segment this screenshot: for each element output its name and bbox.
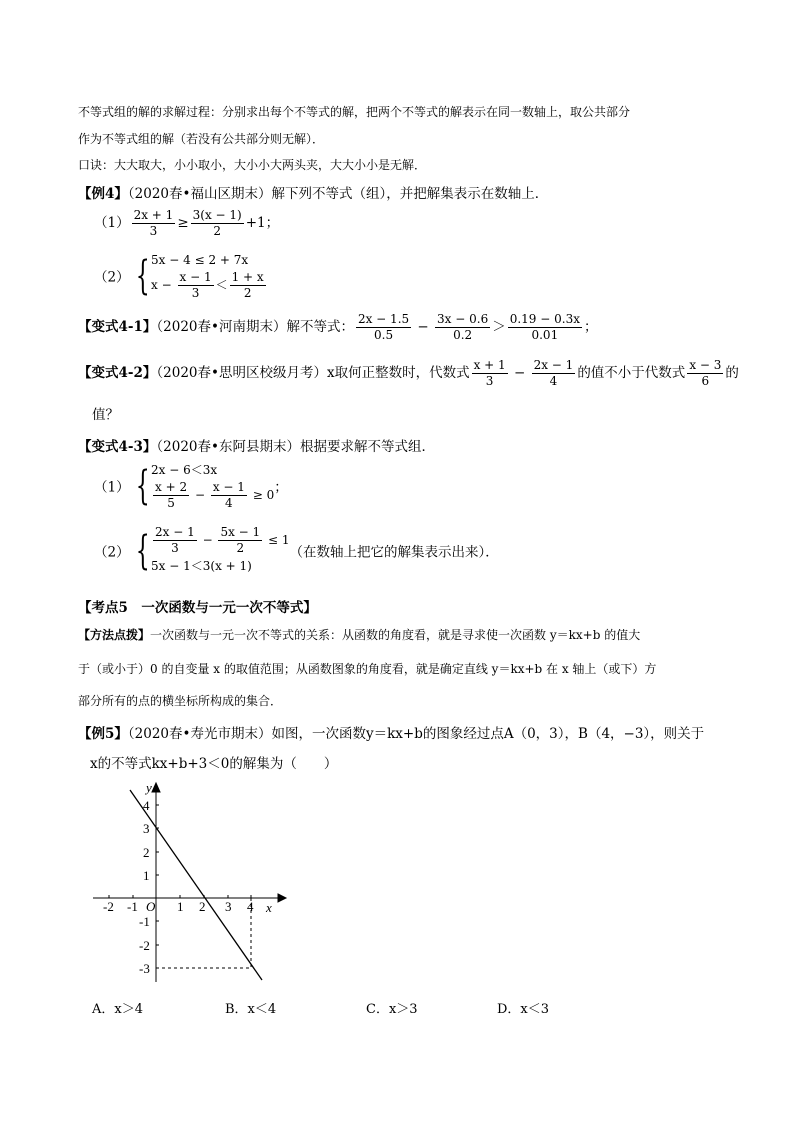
intro-line-2: 作为不等式组的解（若没有公共部分则无解）． — [78, 132, 325, 146]
x-tick-label: 2 — [199, 899, 206, 914]
variant-4-2-line-2: 值？ — [92, 407, 119, 423]
method-tag: 【方法点拨】 — [78, 628, 151, 642]
method-line-3: 部分所有的点的横坐标所构成的集合． — [78, 694, 283, 708]
intro-line-1: 不等式组的解的求解过程：分别求出每个不等式的解，把两个不等式的解表示在同一数轴上，取公共部分 — [78, 105, 631, 119]
system-line: 5x − 4 ≤ 2 + 7x — [151, 253, 249, 267]
variant-tag: 【变式4-3】 — [78, 439, 157, 455]
x-tick-label: -2 — [103, 899, 114, 914]
variant-4-1: 【变式4-1】（2020春•河南期末）解不等式： $\frac{2x - 1.5}{0.5}$ − $\frac{3x - 0.6}{0.2}$ ＞ $\frac{0.19 - 0.3x}{0.01}$ ； — [78, 312, 598, 342]
variant-tag: 【变式4-2】 — [78, 365, 157, 381]
example-5-text: （2020春•寿光市期末）如图，一次函数y＝kx+b的图象经过点A（0，3），B（4，−3），则关于 — [127, 726, 705, 742]
x-axis-arrow — [278, 894, 286, 902]
example-5-tag: 【例5】 — [78, 726, 128, 742]
method-text: 一次函数与一元一次不等式的关系：从函数的角度看，就是寻求使一次函数 y＝kx+b 的值大 — [150, 628, 641, 642]
variant-4-3-part-2: （2） { $\frac{2x - 1}{3}$ − $\frac{5x - 1}{2}$ ≤ 1 5x − 1＜3(x + 1) （在数轴上把它的解集表示出来）． — [94, 525, 499, 576]
origin-label: O — [146, 899, 156, 914]
example-5-line-2: x的不等式kx+b+3＜0的解集为（ ） — [90, 756, 338, 772]
option-b[interactable]: B．x＜4 — [225, 1002, 277, 1017]
y-tick-label: -3 — [139, 961, 150, 976]
y-tick-label: 4 — [143, 798, 150, 813]
option-c[interactable]: C．x＞3 — [366, 1002, 418, 1017]
part-label: （2） — [94, 269, 130, 286]
x-tick-label: -1 — [127, 899, 138, 914]
option-d[interactable]: D．x＜3 — [497, 1002, 550, 1017]
variant-text: （2020春•思明区校级月考）x取何正整数时，代数式 — [156, 365, 470, 381]
part-tail: ； — [274, 479, 288, 496]
example-4-tag: 【例4】 — [78, 186, 128, 202]
part-note: （在数轴上把它的解集表示出来）． — [289, 544, 499, 561]
mnemonic: 口诀：大大取大，小小取小，大小小大两头夹，大大小小是无解． — [78, 158, 427, 172]
method-line-2: 于（或小于）0 的自变量 x 的取值范围；从函数图象的角度看，就是确定直线 y＝kx+b 在 x 轴上（或下）方 — [78, 662, 657, 676]
y-axis-label: y — [146, 780, 152, 795]
variant-tag: 【变式4-1】 — [78, 319, 157, 335]
y-tick-label: -2 — [139, 938, 150, 953]
option-a[interactable]: A．x＞4 — [92, 1002, 143, 1017]
y-tick-label: 2 — [143, 845, 150, 860]
section-title: 【考点5 一次函数与一元一次不等式】 — [78, 600, 317, 616]
example-4-text: （2020春•福山区期末）解下列不等式（组），并把解集表示在数轴上． — [127, 186, 549, 202]
y-axis-arrow — [152, 783, 160, 792]
variant-tail: 的 — [725, 365, 739, 381]
variant-4-3-part-1: （1） { 2x − 6＜3x $\frac{x + 2}{5}$ − $\frac{x - 1}{4}$ ≥ 0 ； — [94, 460, 288, 511]
variant-mid: 的值不小于代数式 — [577, 365, 686, 381]
y-tick-label: 3 — [143, 821, 150, 836]
example-4-part-2: （2） { 5x − 4 ≤ 2 + 7x x − $\frac{x - 1}{3}$ ＜ $\frac{1 + x}{2}$ — [94, 250, 268, 301]
part-tail: +1； — [245, 215, 280, 231]
y-tick-label: -1 — [139, 914, 150, 929]
y-tick-label: 1 — [143, 868, 150, 883]
x-tick-label: 1 — [177, 899, 184, 914]
example-4-part-1: （1） $\frac{2x + 1}{3}$ ≥ $\frac{3(x - 1)}{2}$ +1； — [94, 208, 280, 238]
variant-text: （2020春•河南期末）解不等式： — [156, 319, 354, 335]
x-tick-label: 3 — [225, 899, 232, 914]
system-line: 2x − 6＜3x — [151, 463, 218, 477]
part-label: （1） — [94, 215, 130, 231]
part-label: （1） — [94, 479, 130, 496]
part-label: （2） — [94, 544, 130, 561]
x-axis-label: x — [266, 900, 272, 915]
x-tick-label: 4 — [247, 899, 254, 914]
variant-4-2: 【变式4-2】（2020春•思明区校级月考）x取何正整数时，代数式 $\frac{x + 1}{3}$ − $\frac{2x - 1}{4}$ 的值不小于代数式 $\frac{x - 3}{6}$ 的 — [78, 358, 739, 388]
variant-text: （2020春•东阿县期末）根据要求解不等式组． — [156, 439, 435, 455]
system-line: 5x − 1＜3(x + 1) — [151, 559, 252, 573]
